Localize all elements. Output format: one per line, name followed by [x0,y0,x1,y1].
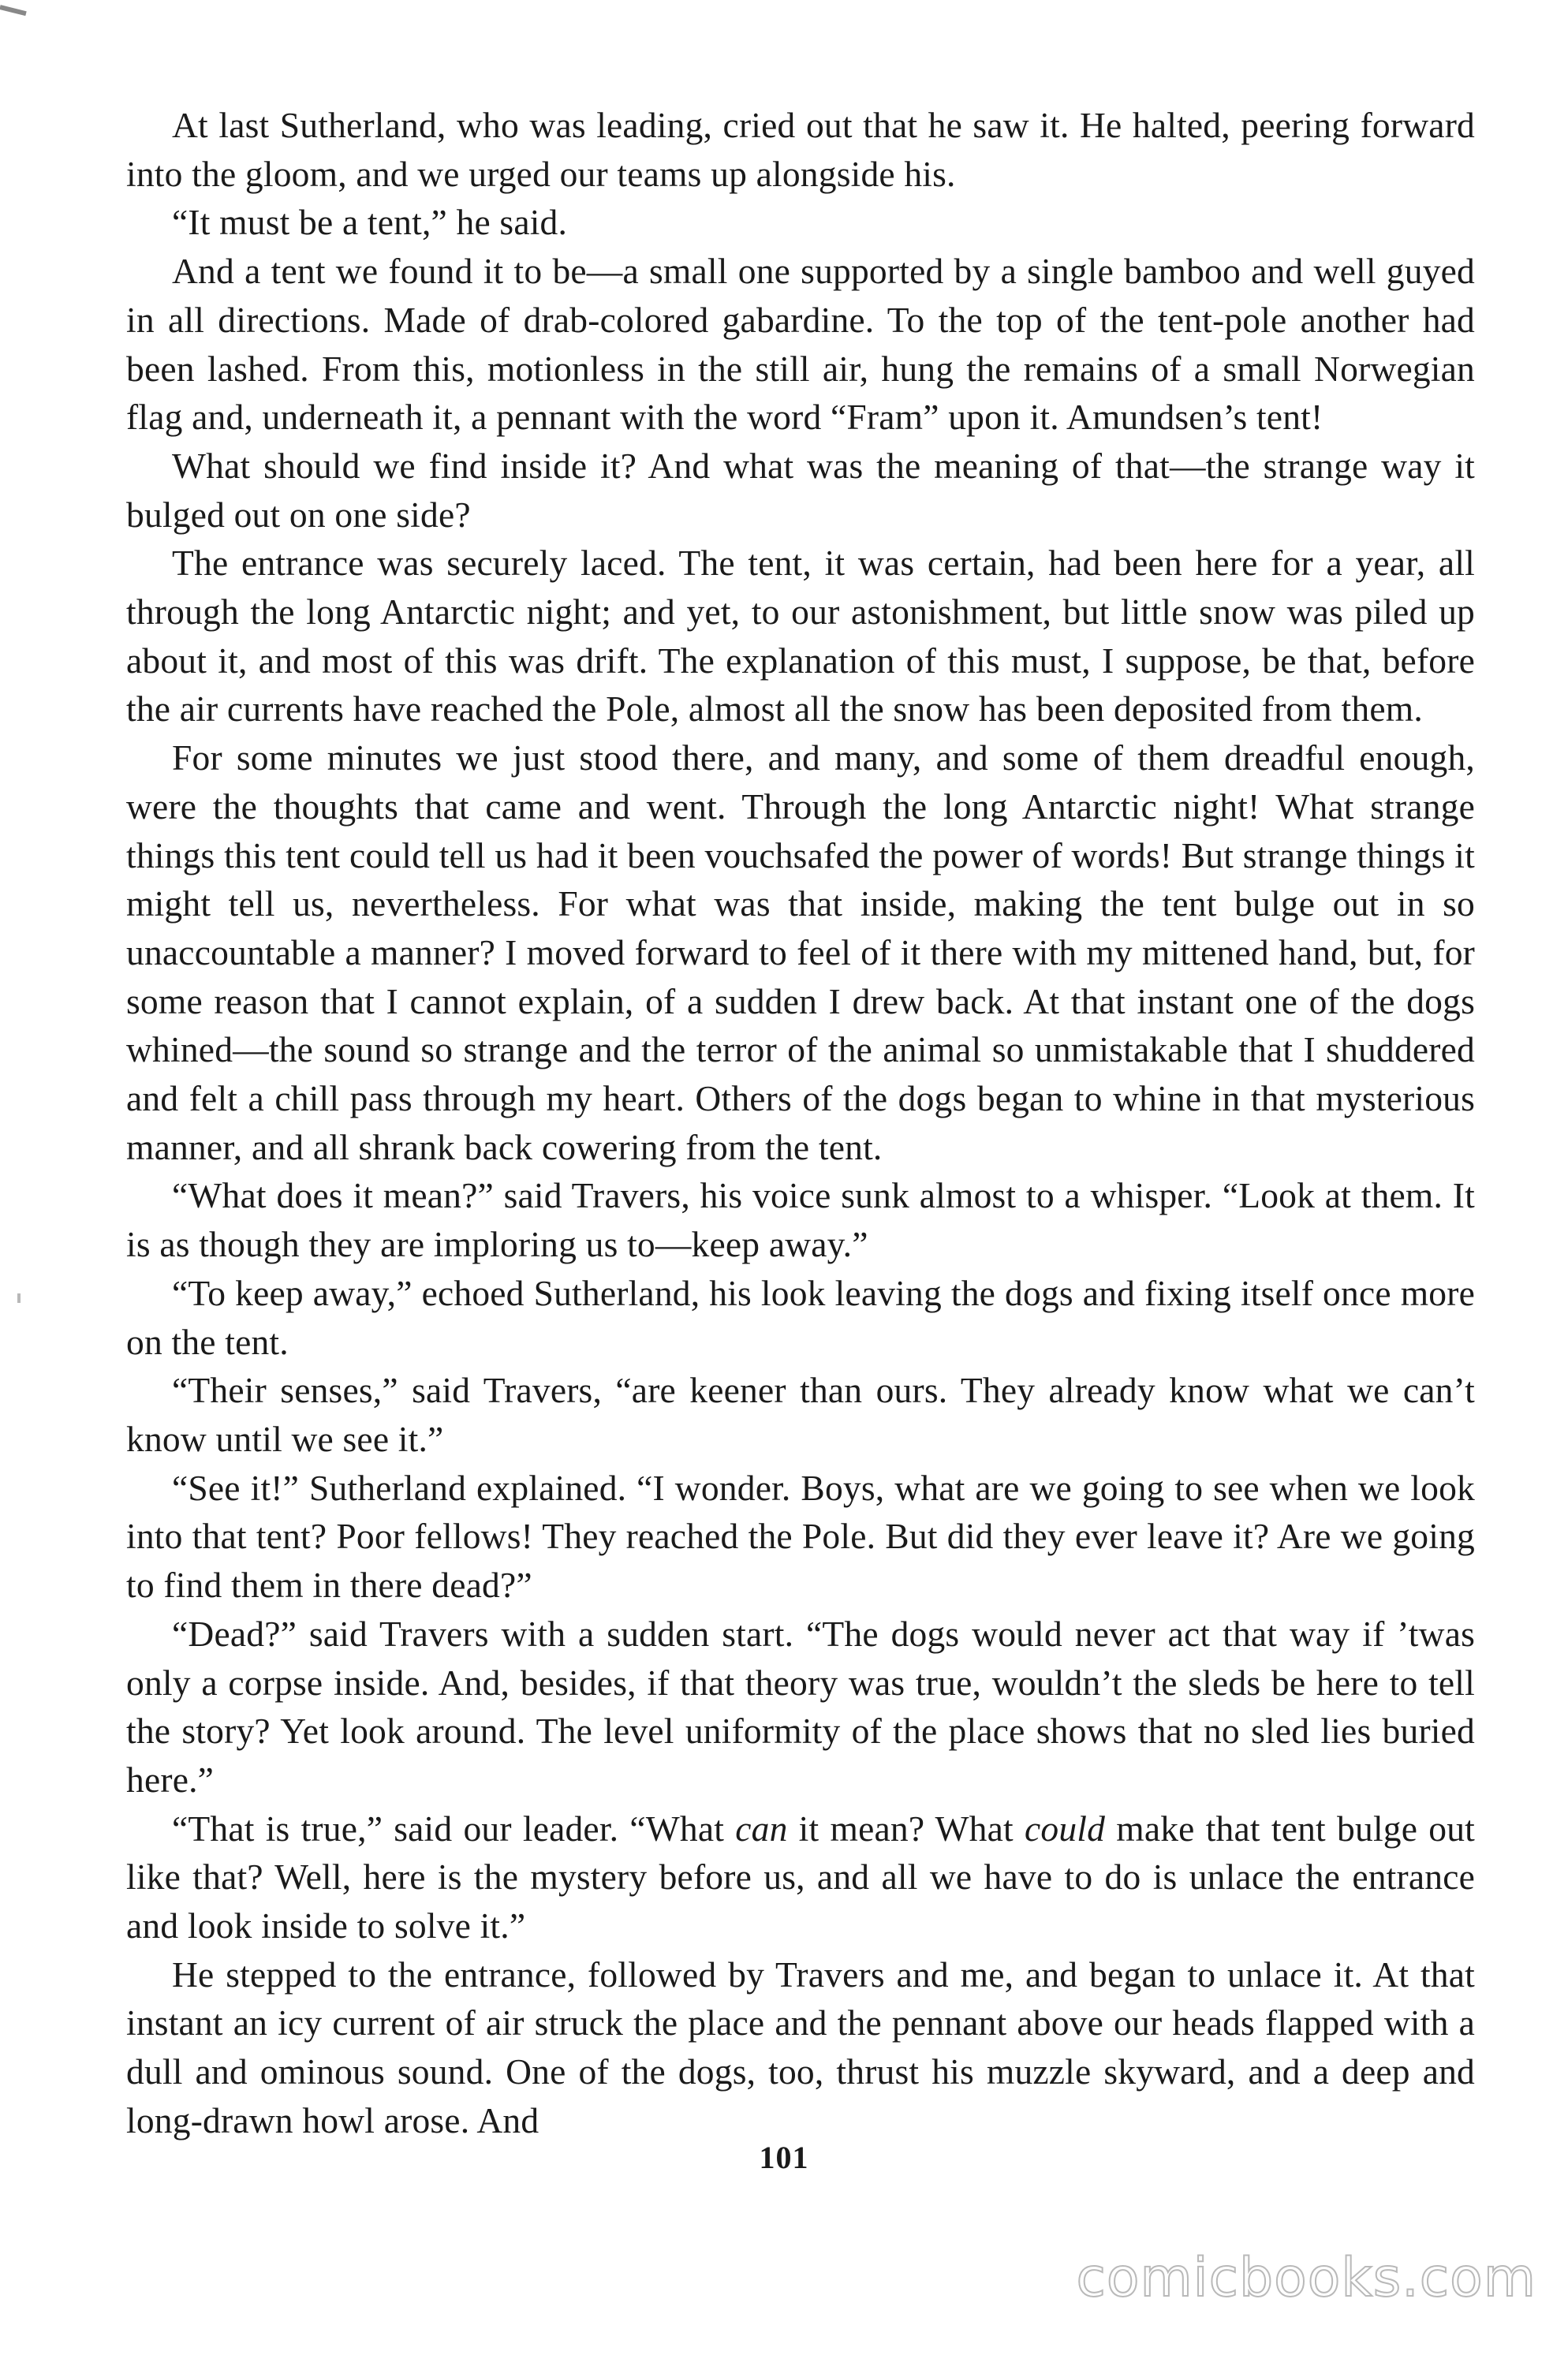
body-text [126,101,1475,2145]
text-run: And a tent we found it to be—a small one supported by a single bamboo and well guyed in all directions. Made of drab-colored gabardine. To the top of the tent-pole another had been lashed. From this, motionless in the still air, hung the remains of a small Norwegian flag and, underneath it, a pennant with the word “Fram” upon it. Amundsen’s tent! [126,251,1475,438]
text-run: For some minutes we just stood there, and many, and some of them dreadful enough, were the thoughts that came and went. Through the long Antarctic night! What strange things this tent could tell us had it been vouchsafed the power of words! But strange things it might tell us, nevertheless. For what was that inside, making the tent bulge out in so unaccountable a manner? I moved forward to feel of it there with my mittened hand, but, for some reason that I cannot explain, of a sudden I drew back. At that instant one of the dogs whined—the sound so strange and the terror of the animal so unmistakable that I shuddered and felt a chill pass through my heart. Others of the dogs began to whine in that mysterious manner, and all shrank back cowering from the tent. [126,737,1475,1167]
paragraph [126,442,1475,539]
paragraph [126,733,1475,1171]
paragraph [126,198,1475,247]
italic-text: could [1025,1808,1106,1849]
text-run: He stepped to the entrance, followed by Travers and me, and began to unlace it. At that instant an icy current of air struck the place and the pennant above our heads flapped with a dull and ominous sound. One of the dogs, too, thrust his muzzle skyward, and a deep and long-drawn howl arose. And [126,1954,1475,2140]
italic-text: can [735,1808,788,1849]
paragraph [126,247,1475,442]
text-run: “That is true,” said our leader. “What [172,1808,736,1849]
text-run: “To keep away,” echoed Sutherland, his look leaving the dogs and fixing itself once more on the tent. [126,1272,1475,1362]
text-run: “What does it mean?” said Travers, his voice sunk almost to a whisper. “Look at them. It is as though they are imploring us to—keep away.” [126,1175,1475,1265]
text-run: “Their senses,” said Travers, “are keener than ours. They already know what we can’t know until we see it.” [126,1370,1475,1459]
paragraph [126,1171,1475,1268]
text-run: “It must be a tent,” he said. [172,202,568,243]
margin-speck [17,1293,21,1303]
paragraph [126,1950,1475,2145]
watermark-logo: comicbooks.com [1076,2247,1536,2309]
paragraph [126,1464,1475,1610]
text-run: “See it!” Sutherland explained. “I wonder. Boys, what are we going to see when we look into that tent? Poor fellows! They reached the Pole. But did they ever leave it? Are we going to find them in there dead?” [126,1467,1475,1606]
text-run: What should we find inside it? And what was the meaning of that—the strange way it bulged out on one side? [126,445,1475,535]
paragraph [126,1805,1475,1950]
text-run: “Dead?” said Travers with a sudden start. “The dogs would never act that way if ’twas only a corpse inside. And, besides, if that theory was true, wouldn’t the sleds be here to tell the story? Yet look around. The level uniformity of the place shows that no sled lies buried here.” [126,1613,1475,1800]
text-run: make that tent bulge out like that? Well, here is the mystery before us, and all we have to do is unlace the entrance and look inside to solve it.” [126,1808,1476,1946]
paragraph [126,1610,1475,1805]
paragraph [126,101,1475,198]
page-number: 101 [759,2140,809,2175]
text-run: it mean? What [787,1808,1025,1849]
text-run: At last Sutherland, who was leading, cried out that he saw it. He halted, peering forward into the gloom, and we urged our teams up alongside his. [126,105,1475,194]
paragraph [126,1366,1475,1463]
paragraph [126,539,1475,733]
text-run: The entrance was securely laced. The tent, it was certain, had been here for a year, all through the long Antarctic night; and yet, to our astonishment, but little snow was piled up about it, and most of this was drift. The explanation of this must, I suppose, be that, before the air currents have reached the Pole, almost all the snow has been deposited from them. [126,543,1475,730]
paragraph [126,1269,1475,1366]
scan-corner-mark [0,5,27,16]
